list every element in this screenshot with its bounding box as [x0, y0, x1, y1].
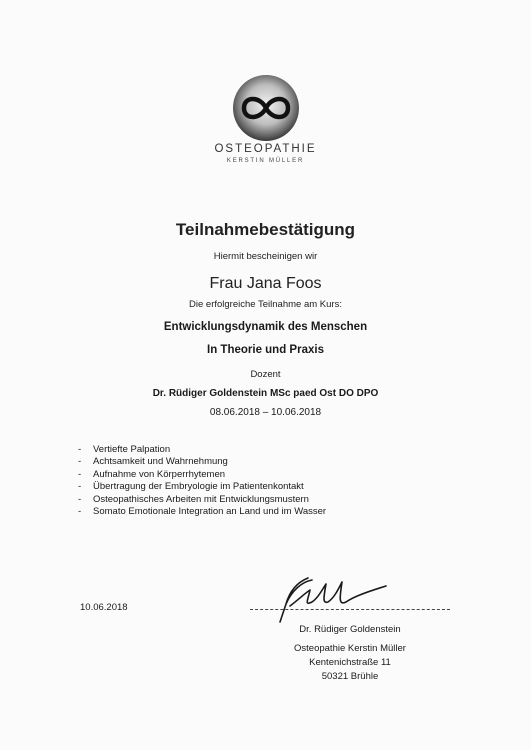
signatory-name: Dr. Rüdiger Goldenstein	[299, 624, 401, 635]
topic-label: Osteopathisches Arbeiten mit Entwicklungsmustern	[93, 493, 309, 505]
list-item: - Vertiefte Palpation	[78, 444, 171, 455]
list-item: - Somato Emotionale Integration an Land und im Wasser	[78, 505, 327, 517]
page-title: Teilnahmebestätigung	[175, 220, 356, 239]
brand-subtitle: KERSTIN MÜLLER	[226, 158, 305, 164]
course-subtitle: In Theorie und Praxis	[207, 344, 324, 356]
brand-name: OSTEOPATHIE	[214, 143, 317, 155]
topic-label: Übertragung der Embryologie im Patientenkontakt	[93, 481, 304, 493]
list-item: - Achtsamkeit und Wahrnehmung	[78, 456, 228, 468]
topic-label: Somato Emotionale Integration an Land und im Wasser	[93, 505, 327, 517]
recipient-name: Frau Jana Foos	[209, 275, 322, 292]
topic-list	[78, 444, 326, 518]
issue-date: 10.06.2018	[80, 602, 128, 613]
address-line-1: Osteopathie Kerstin Müller	[294, 643, 406, 654]
lecturer-name: Dr. Rüdiger Goldenstein MSc paed Ost DO DPO	[152, 388, 379, 399]
address-line-2: Kentenichstraße 11	[309, 657, 391, 668]
signature-line	[250, 609, 450, 610]
course-dates: 08.06.2018 – 10.06.2018	[209, 407, 322, 418]
topic-label: Achtsamkeit und Wahrnehmung	[93, 456, 228, 468]
list-item: - Aufnahme von Körperrhytemen	[78, 468, 226, 480]
list-item: - Übertragung der Embryologie im Patientenkontakt	[78, 481, 304, 493]
address-line-3: 50321 Brühle	[321, 671, 379, 682]
intro-text: Hiermit bescheinigen wir	[213, 251, 318, 262]
course-title: Entwicklungsdynamik des Menschen	[163, 321, 368, 333]
topic-label: Aufnahme von Körperrhytemen	[93, 468, 226, 480]
topic-label: Vertiefte Palpation	[93, 444, 171, 455]
lecturer-label: Dozent	[250, 369, 281, 380]
list-item: - Osteopathisches Arbeiten mit Entwicklungsmustern	[78, 493, 309, 505]
course-lead-text: Die erfolgreiche Teilnahme am Kurs:	[189, 299, 342, 310]
